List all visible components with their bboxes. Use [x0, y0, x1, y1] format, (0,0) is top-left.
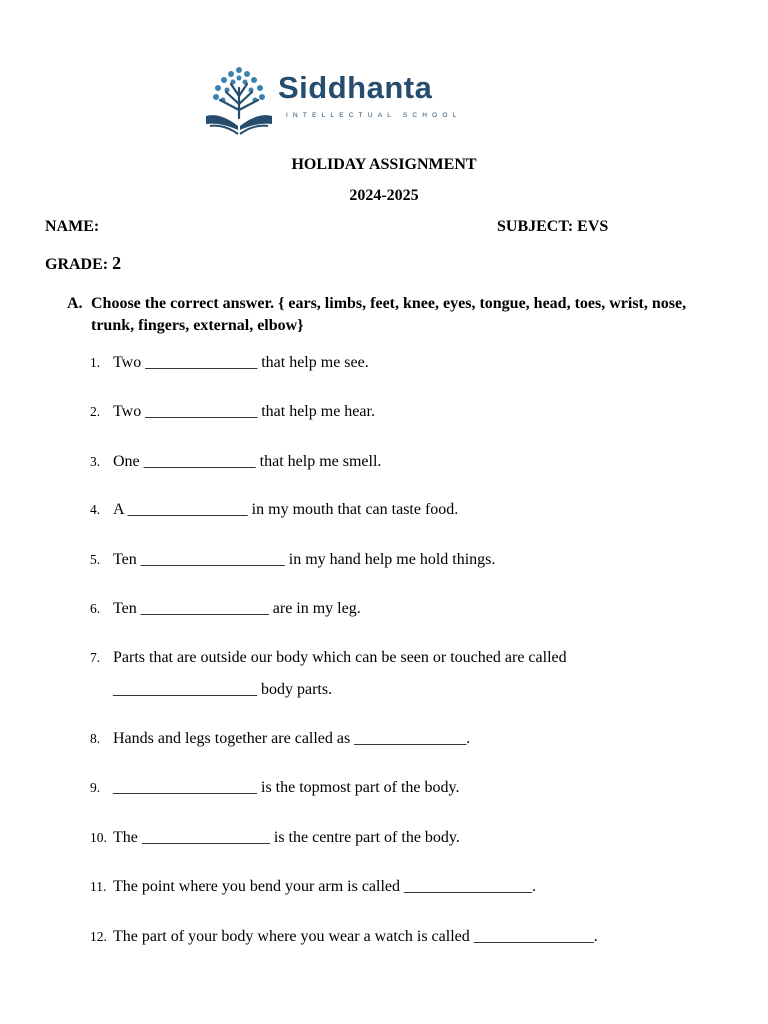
question-number: 12.: [90, 929, 107, 944]
question-text: The point where you bend your arm is called ________________.: [113, 878, 537, 895]
question-7-continuation: __________________ body parts.: [113, 681, 333, 698]
tree-hands-icon: [204, 64, 274, 138]
question-text: One ______________ that help me smell.: [113, 453, 382, 470]
question-number: 11.: [90, 879, 107, 894]
question-text: The ________________ is the centre part of the body.: [113, 829, 460, 846]
question-number: 2.: [90, 404, 101, 419]
question-number: 7.: [90, 650, 101, 665]
question-8: [90, 731, 730, 747]
question-text: __________________ is the topmost part of the body.: [113, 779, 460, 796]
question-2: [90, 404, 730, 420]
school-name: Siddhanta: [278, 70, 433, 105]
academic-year: 2024-2025: [349, 187, 419, 204]
question-text: The part of your body where you wear a watch is called _______________.: [113, 928, 598, 945]
question-text: Ten __________________ in my hand help me hold things.: [113, 551, 496, 568]
question-text: Parts that are outside our body which can be seen or touched are called: [113, 649, 567, 666]
question-7: [90, 650, 730, 666]
grade-value: 2: [112, 253, 122, 273]
question-text: Hands and legs together are called as ______________.: [113, 730, 471, 747]
question-number: 3.: [90, 454, 101, 469]
question-number: 8.: [90, 731, 101, 746]
section-label: A.: [67, 295, 83, 312]
question-number: 6.: [90, 601, 101, 616]
school-tagline: INTELLECTUAL SCHOOL: [286, 112, 462, 119]
question-5: [90, 552, 730, 568]
section-a-instruction: [67, 293, 717, 337]
section-text: Choose the correct answer. { ears, limbs, feet, knee, eyes, tongue, head, toes, wrist, nose, trunk, fingers, external, elbow}: [91, 295, 687, 334]
question-10: [90, 830, 730, 846]
question-text: Two ______________ that help me hear.: [113, 403, 375, 420]
question-number: 5.: [90, 552, 101, 567]
question-number: 9.: [90, 780, 101, 795]
question-text: Ten ________________ are in my leg.: [113, 600, 361, 617]
name-label: NAME:: [45, 218, 100, 235]
assignment-title: HOLIDAY ASSIGNMENT: [291, 156, 477, 173]
grade-label: GRADE:: [45, 256, 109, 273]
subject-label: SUBJECT: EVS: [497, 218, 609, 235]
school-logo: [204, 64, 474, 138]
grade-line: [45, 254, 121, 273]
question-11: [90, 879, 730, 895]
question-3: [90, 454, 730, 470]
question-number: 4.: [90, 502, 101, 517]
question-text: Two ______________ that help me see.: [113, 354, 369, 371]
question-6: [90, 601, 730, 617]
question-12: [90, 929, 730, 945]
question-4: [90, 502, 730, 518]
question-number: 1.: [90, 355, 101, 370]
question-number: 10.: [90, 830, 107, 845]
question-1: [90, 355, 730, 371]
question-9: [90, 780, 730, 796]
question-text: A _______________ in my mouth that can taste food.: [113, 501, 459, 518]
